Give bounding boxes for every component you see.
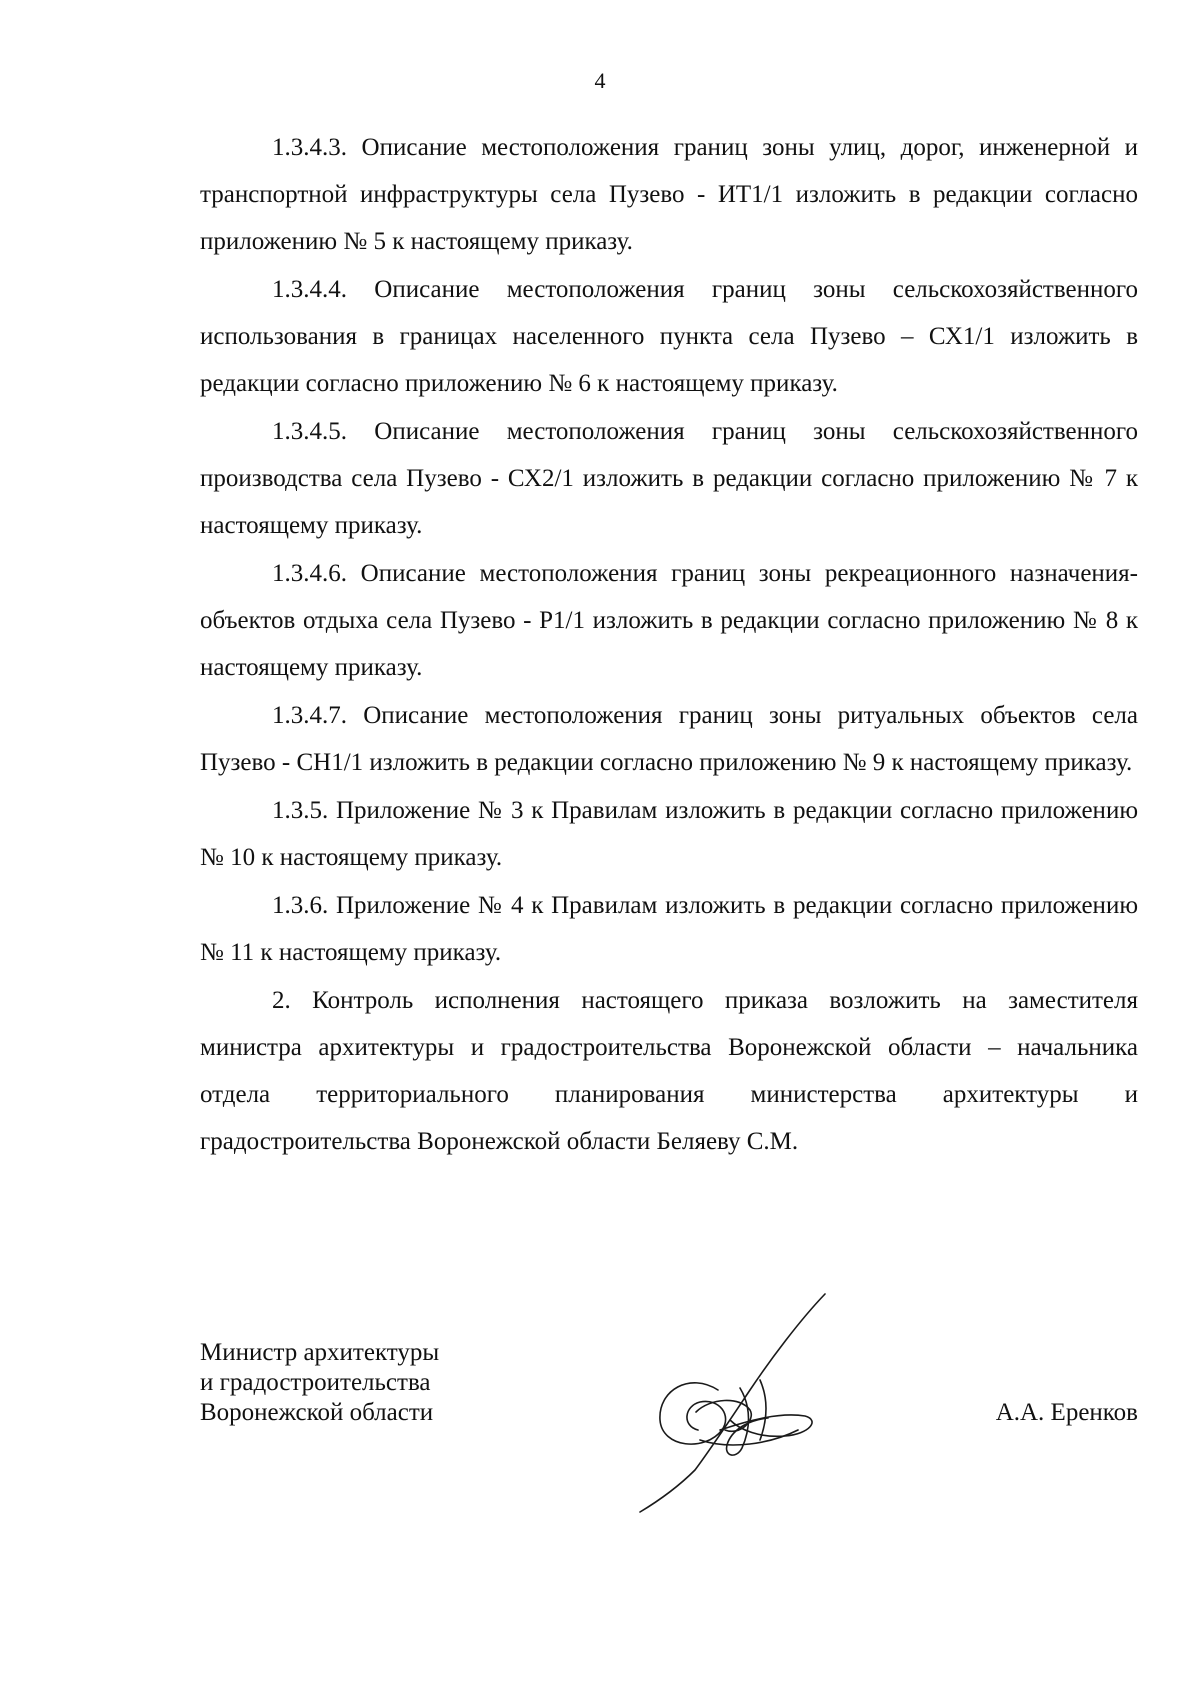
page-number: 4 bbox=[594, 68, 606, 93]
paragraph-1-3-4-4: 1.3.4.4. Описание местоположения границ зоны сельскохозяйственного использования в границах населенного пункта села Пузево – СХ1/1 изложить в редакции согласно приложению № 6 к настоящему приказу. bbox=[200, 276, 1138, 397]
signatory-position-line: Министр архитектуры bbox=[200, 1339, 440, 1366]
paragraph-1-3-4-3: 1.3.4.3. Описание местоположения границ зоны улиц, дорог, инженерной и транспортной инфраструктуры села Пузево - ИТ1/1 изложить в редакции согласно приложению № 5 к настоящему приказу. bbox=[200, 134, 1138, 255]
paragraph-1-3-4-7: 1.3.4.7. Описание местоположения границ зоны ритуальных объектов села Пузево - СН1/1 изложить в редакции согласно приложению № 9 к настоящему приказу. bbox=[200, 702, 1138, 776]
signatory-position-line: Воронежской области bbox=[200, 1399, 434, 1426]
signature-block bbox=[200, 1338, 1138, 1538]
paragraph-1-3-6: 1.3.6. Приложение № 4 к Правилам изложить в редакции согласно приложению № 11 к настоящему приказу. bbox=[200, 892, 1138, 966]
signatory-position-line: и градостроительства bbox=[200, 1369, 431, 1396]
paragraph-1-3-4-6: 1.3.4.6. Описание местоположения границ зоны рекреационного назначения-объектов отдыха села Пузево - Р1/1 изложить в редакции согласно приложению № 8 к настоящему приказу. bbox=[200, 560, 1138, 681]
paragraph-2: 2. Контроль исполнения настоящего приказа возложить на заместителя министра архитектуры и градостроительства Воронежской области – начальника отдела территориального планирования министерства архитектуры и градостроительства Воронежской области Беляеву С.М. bbox=[200, 987, 1138, 1155]
paragraph-1-3-5: 1.3.5. Приложение № 3 к Правилам изложить в редакции согласно приложению № 10 к настоящему приказу. bbox=[200, 797, 1138, 871]
signatory-name: А.А. Еренков bbox=[995, 1399, 1138, 1426]
document-body bbox=[200, 124, 1138, 1166]
paragraph-1-3-4-5: 1.3.4.5. Описание местоположения границ зоны сельскохозяйственного производства села Пузево - СХ2/1 изложить в редакции согласно приложению № 7 к настоящему приказу. bbox=[200, 418, 1138, 539]
handwritten-signature bbox=[600, 1280, 900, 1520]
signatory-position bbox=[200, 1338, 439, 1428]
